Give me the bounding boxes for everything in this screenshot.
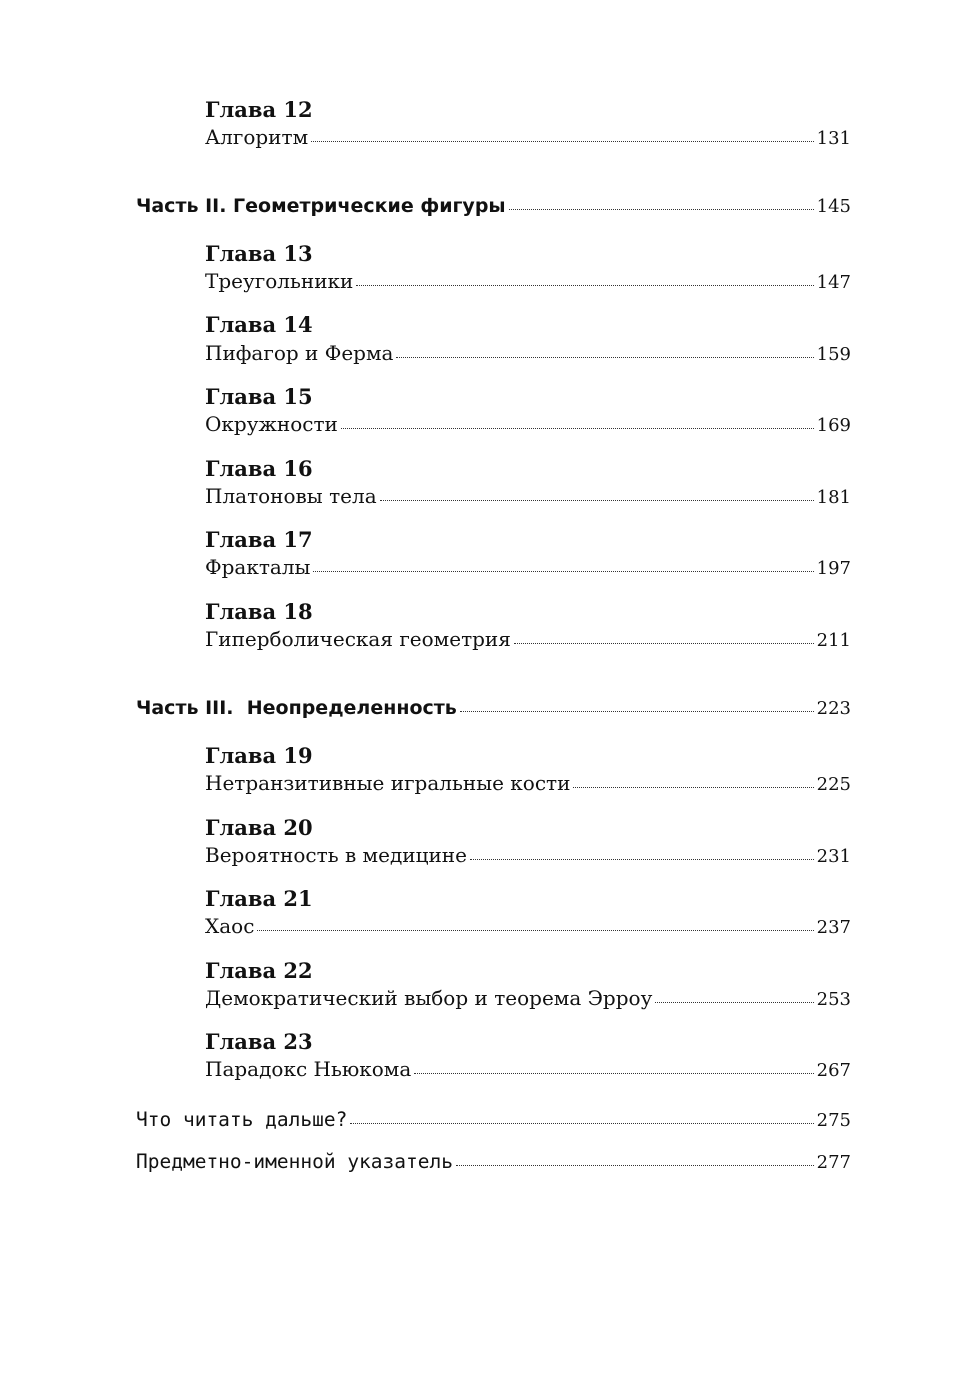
chapter-12-page: 131	[816, 128, 851, 149]
chapter-17-title: Фракталы	[205, 555, 311, 579]
toc-entry-chapter-16[interactable]	[205, 484, 851, 510]
index-title: Предметно-именной указатель	[136, 1150, 453, 1173]
chapter-12-label: Глава 12	[205, 97, 313, 122]
part-2-title: Часть II. Геометрические фигуры	[136, 195, 506, 217]
chapter-17-page: 197	[816, 558, 851, 579]
chapter-13-title: Треугольники	[205, 269, 354, 293]
chapter-23-title: Парадокс Ньюкома	[205, 1057, 412, 1081]
dot-leader	[313, 570, 813, 572]
chapter-20-page: 231	[816, 846, 851, 867]
chapter-20-title: Вероятность в медицине	[205, 843, 467, 867]
chapter-19-page: 225	[816, 774, 851, 795]
dot-leader	[380, 499, 814, 501]
dot-leader	[257, 929, 813, 931]
chapter-15-label: Глава 15	[205, 384, 313, 409]
toc-entry-chapter-21[interactable]	[205, 914, 851, 940]
toc-entry-chapter-18[interactable]	[205, 627, 851, 653]
dot-leader	[509, 208, 814, 210]
toc-entry-part-3[interactable]	[136, 696, 851, 721]
chapter-18-label: Глава 18	[205, 599, 313, 624]
chapter-22-title: Демократический выбор и теорема Эрроу	[205, 986, 653, 1010]
toc-entry-chapter-17[interactable]	[205, 555, 851, 581]
dot-leader	[655, 1001, 813, 1003]
dot-leader	[350, 1122, 813, 1124]
chapter-15-title: Окружности	[205, 412, 338, 436]
chapter-21-title: Хаос	[205, 914, 255, 938]
chapter-19-title: Нетранзитивные игральные кости	[205, 771, 571, 795]
part-2-page: 145	[816, 196, 851, 217]
toc-entry-chapter-22[interactable]	[205, 986, 851, 1012]
dot-leader	[396, 356, 813, 358]
further-reading-title: Что читать дальше?	[136, 1108, 348, 1131]
chapter-18-page: 211	[816, 630, 851, 651]
chapter-16-title: Платоновы тела	[205, 484, 377, 508]
chapter-20-label: Глава 20	[205, 815, 313, 840]
chapter-15-page: 169	[816, 415, 851, 436]
toc-entry-chapter-20[interactable]	[205, 843, 851, 869]
toc-entry-chapter-19[interactable]	[205, 771, 851, 797]
chapter-14-title: Пифагор и Ферма	[205, 341, 394, 365]
dot-leader	[573, 786, 813, 788]
chapter-14-page: 159	[816, 344, 851, 365]
dot-leader	[456, 1164, 814, 1166]
dot-leader	[460, 710, 814, 712]
chapter-13-page: 147	[816, 272, 851, 293]
chapter-16-page: 181	[816, 487, 851, 508]
chapter-21-label: Глава 21	[205, 886, 313, 911]
chapter-23-page: 267	[816, 1060, 851, 1081]
chapter-21-page: 237	[816, 917, 851, 938]
dot-leader	[470, 858, 814, 860]
toc-entry-chapter-13[interactable]	[205, 269, 851, 295]
chapter-14-label: Глава 14	[205, 312, 313, 337]
dot-leader	[341, 427, 814, 429]
dot-leader	[356, 284, 813, 286]
part-3-title: Часть III. Неопределенность	[136, 697, 457, 719]
chapter-23-label: Глава 23	[205, 1029, 313, 1054]
toc-entry-part-2[interactable]	[136, 194, 851, 219]
toc-entry-further-reading[interactable]	[136, 1108, 851, 1133]
chapter-13-label: Глава 13	[205, 241, 313, 266]
chapter-12-title: Алгоритм	[205, 125, 309, 149]
chapter-22-label: Глава 22	[205, 958, 313, 983]
dot-leader	[514, 642, 814, 644]
toc-entry-chapter-23[interactable]	[205, 1057, 851, 1083]
toc-entry-chapter-15[interactable]	[205, 412, 851, 438]
chapter-16-label: Глава 16	[205, 456, 313, 481]
toc-entry-chapter-14[interactable]	[205, 341, 851, 367]
toc-entry-chapter-12[interactable]	[205, 125, 851, 151]
chapter-17-label: Глава 17	[205, 527, 313, 552]
toc-entry-index[interactable]	[136, 1150, 851, 1175]
chapter-22-page: 253	[816, 989, 851, 1010]
index-page: 277	[816, 1152, 851, 1173]
dot-leader	[414, 1072, 813, 1074]
chapter-19-label: Глава 19	[205, 743, 313, 768]
part-3-page: 223	[816, 698, 851, 719]
dot-leader	[311, 140, 814, 142]
chapter-18-title: Гиперболическая геометрия	[205, 627, 511, 651]
further-reading-page: 275	[816, 1110, 851, 1131]
